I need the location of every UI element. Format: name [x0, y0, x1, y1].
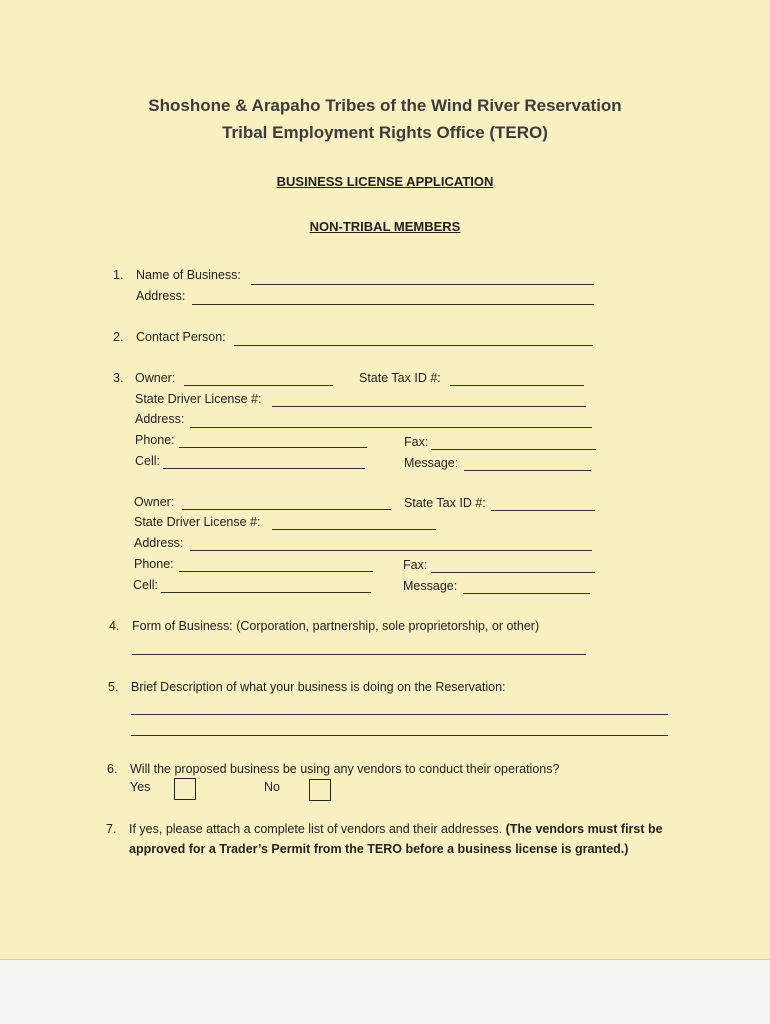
- vendor-approval-note: (The vendors must first be approved for a Trader’s Permit from the TERO before a business license is granted.): [129, 822, 663, 856]
- owner1-license-field[interactable]: [272, 406, 586, 407]
- owner2-tax-id-field[interactable]: [491, 510, 595, 511]
- form-title: BUSINESS LICENSE APPLICATION: [276, 174, 494, 189]
- owner2-phone-label: Phone:: [134, 557, 174, 571]
- owner2-cell-field[interactable]: [161, 592, 371, 593]
- business-description-label: Brief Description of what your business is doing on the Reservation:: [131, 680, 506, 694]
- agency-title-line2: Tribal Employment Rights Office (TERO): [222, 123, 548, 142]
- business-address-field[interactable]: [192, 304, 594, 305]
- owner2-fax-label: Fax:: [403, 558, 428, 572]
- owner1-message-field[interactable]: [464, 470, 591, 471]
- owner2-tax-id-label: State Tax ID #:: [404, 496, 486, 510]
- form-subtitle: NON-TRIBAL MEMBERS: [309, 219, 461, 234]
- agency-title-line1: Shoshone & Arapaho Tribes of the Wind River Reservation: [148, 96, 622, 115]
- business-name-field[interactable]: [251, 284, 594, 285]
- owner1-tax-id-field[interactable]: [450, 385, 584, 386]
- yes-checkbox[interactable]: [174, 778, 196, 800]
- owner1-message-label: Message:: [404, 456, 459, 470]
- q5-number: 5.: [108, 680, 119, 694]
- owner1-fax-label: Fax:: [404, 435, 429, 449]
- owner2-label: Owner:: [134, 495, 175, 509]
- q4-number: 4.: [109, 619, 120, 633]
- form-of-business-label: Form of Business: (Corporation, partnership, sole proprietorship, or other): [132, 619, 540, 633]
- owner2-cell-label: Cell:: [133, 578, 159, 592]
- no-label: No: [264, 780, 280, 794]
- owner1-cell-label: Cell:: [135, 454, 161, 468]
- owner1-phone-label: Phone:: [135, 433, 175, 447]
- vendors-question: Will the proposed business be using any vendors to conduct their operations?: [130, 762, 560, 776]
- contact-person-label: Contact Person:: [136, 330, 226, 344]
- form-of-business-field[interactable]: [132, 654, 586, 655]
- vendor-list-instruction: [129, 819, 669, 859]
- business-description-field-line2[interactable]: [131, 735, 668, 736]
- yes-label: Yes: [130, 780, 151, 794]
- business-name-label: Name of Business:: [136, 268, 241, 282]
- owner2-address-field[interactable]: [190, 550, 592, 551]
- q3-number: 3.: [113, 371, 124, 385]
- owner2-license-label: State Driver License #:: [134, 515, 261, 529]
- owner1-address-field[interactable]: [190, 427, 592, 428]
- business-description-field-line1[interactable]: [131, 714, 668, 715]
- vendor-list-text: If yes, please attach a complete list of vendors and their addresses.: [129, 822, 503, 836]
- owner1-cell-field[interactable]: [163, 468, 365, 469]
- owner1-tax-id-label: State Tax ID #:: [359, 371, 441, 385]
- owner1-license-label: State Driver License #:: [135, 392, 262, 406]
- owner2-license-field[interactable]: [272, 529, 436, 530]
- q6-number: 6.: [107, 762, 118, 776]
- contact-person-field[interactable]: [234, 345, 593, 346]
- owner1-fax-field[interactable]: [431, 449, 596, 450]
- owner1-field[interactable]: [184, 385, 333, 386]
- owner1-address-label: Address:: [135, 412, 185, 426]
- owner2-phone-field[interactable]: [179, 571, 373, 572]
- q2-number: 2.: [113, 330, 124, 344]
- owner2-message-field[interactable]: [463, 593, 590, 594]
- owner2-fax-field[interactable]: [431, 572, 595, 573]
- no-checkbox[interactable]: [309, 779, 331, 801]
- business-address-label: Address:: [136, 289, 186, 303]
- owner2-message-label: Message:: [403, 579, 458, 593]
- owner1-phone-field[interactable]: [179, 447, 367, 448]
- owner1-label: Owner:: [135, 371, 176, 385]
- q7-number: 7.: [106, 822, 117, 836]
- q1-number: 1.: [113, 268, 124, 282]
- owner2-field[interactable]: [182, 509, 391, 510]
- owner2-address-label: Address:: [134, 536, 184, 550]
